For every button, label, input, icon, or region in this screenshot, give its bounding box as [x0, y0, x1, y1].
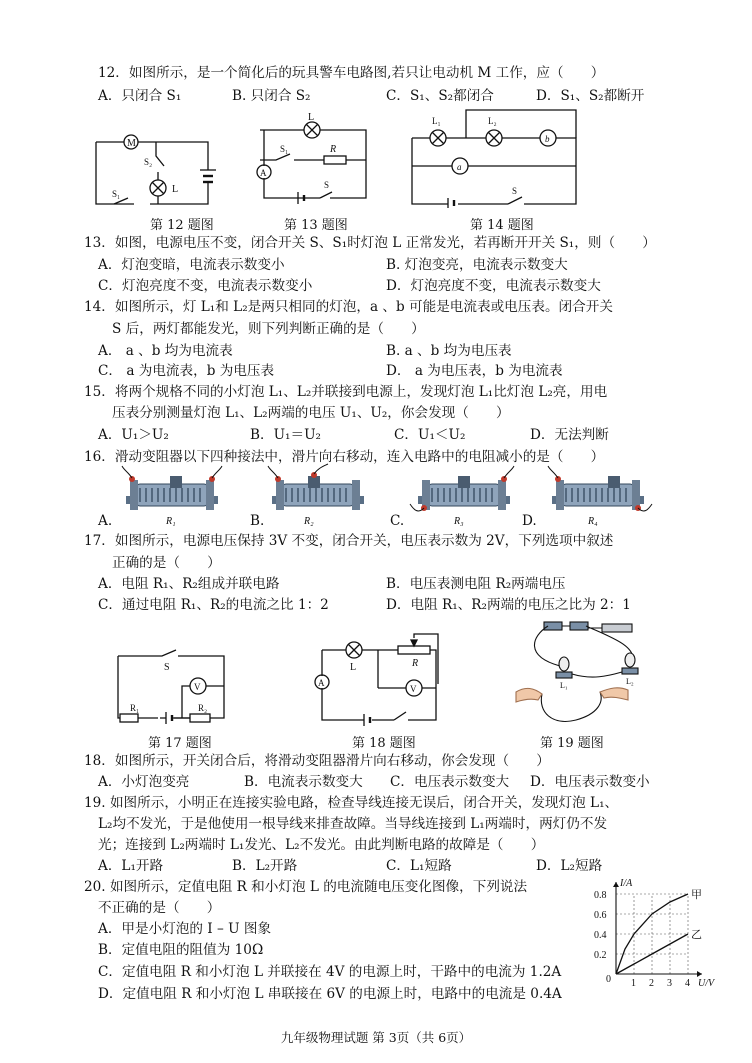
svg-text:L: L	[350, 662, 357, 673]
svg-text:A: A	[318, 678, 325, 688]
q13-stem: 13．如图，电源电压不变，闭合开关 S、S₁时灯泡 L 正常发光，若再断开开关 S₁，则（ ）	[84, 235, 656, 251]
rheostat-r2-image	[268, 470, 368, 528]
x-tick-label: 2	[649, 978, 654, 989]
figure-13-caption: 第 13 题图	[284, 218, 348, 233]
q14-stem-line2: S 后，两灯都能发光，则下列判断正确的是（ ）	[112, 321, 425, 337]
q18-option-d: D．电压表示数变小	[530, 774, 650, 790]
q13-option-c: C．灯泡亮度不变，电流表示数变小	[98, 278, 313, 294]
q19-option-c: C．L₁短路	[386, 858, 452, 874]
q19-option-d: D．L₂短路	[536, 858, 603, 874]
q20-option-d: D．定值电阻 R 和小灯泡 L 串联接在 6V 的电源上时，电路中的电流是 0.4A	[98, 986, 562, 1002]
figure-18-circuit	[314, 640, 444, 730]
q13-option-b: B. 灯泡变亮，电流表示数变大	[386, 257, 568, 273]
q17-option-a: A．电阻 R₁、R₂组成并联电路	[98, 576, 280, 592]
q17-option-b: B．电压表测电阻 R₂两端电压	[386, 576, 566, 592]
svg-text:S₁: S₁	[280, 144, 289, 154]
q20-stem-line1: 20. 如图所示，定值电阻 R 和小灯泡 L 的电流随电压变化图像，下列说法	[84, 879, 528, 895]
q14-option-c: C． a 为电流表，b 为电压表	[98, 363, 275, 379]
q12-option-d: D．S₁、S₂都断开	[536, 88, 645, 104]
q18-option-b: B．电流表示数变大	[244, 774, 363, 790]
rheostat-r3-image	[414, 470, 514, 528]
q12-option-a: A．只闭合 S₁	[98, 88, 182, 104]
q20-option-a: A．甲是小灯泡的 I – U 图象	[98, 921, 272, 937]
q19-option-b: B．L₂开路	[232, 858, 298, 874]
q12-option-c: C．S₁、S₂都闭合	[386, 88, 494, 104]
figure-13-circuit	[248, 110, 378, 210]
y-axis-label: I/A	[620, 878, 633, 889]
svg-text:S: S	[164, 662, 170, 673]
y-tick-label: 0.4	[594, 930, 607, 941]
rheostat-r3-label: R₃	[454, 516, 464, 527]
svg-text:M: M	[127, 138, 136, 149]
x-tick-label: 1	[631, 978, 636, 989]
figure-14-caption: 第 14 题图	[470, 218, 534, 233]
q17-stem-line1: 17．如图所示，电源电压保持 3V 不变，闭合开关，电压表示数为 2V，下列选项中叙述	[84, 533, 614, 549]
figure-17-circuit	[116, 652, 228, 724]
svg-text:R₂: R₂	[198, 703, 208, 713]
svg-text:R₁: R₁	[130, 703, 140, 713]
svg-text:V: V	[194, 682, 201, 692]
q17-stem-line2: 正确的是（ ）	[112, 555, 221, 571]
q20-option-c: C．定值电阻 R 和小灯泡 L 并联接在 4V 的电源上时，干路中的电流为 1.2A	[98, 964, 562, 980]
figure-18-caption: 第 18 题图	[352, 736, 416, 751]
q15-option-a: A．U₁＞U₂	[98, 427, 169, 443]
q19-option-a: A．L₁开路	[98, 858, 164, 874]
q12-option-b: B. 只闭合 S₂	[232, 88, 311, 104]
q12-stem: 12．如图所示，是一个简化后的玩具警车电路图,若只让电动机 M 工作，应（ ）	[98, 65, 605, 81]
q17-option-d: D．电阻 R₁、R₂两端的电压之比为 2：1	[386, 597, 631, 613]
y-axis-arrow	[613, 882, 619, 887]
q15-option-d: D．无法判断	[530, 427, 609, 443]
q16-option-d: D.	[522, 513, 537, 529]
q18-option-c: C．电压表示数变大	[390, 774, 510, 790]
figure-12-circuit	[92, 118, 222, 218]
svg-text:L: L	[172, 184, 179, 195]
q17-option-c: C．通过电阻 R₁、R₂的电流之比 1：2	[98, 597, 329, 613]
q19-stem-line3: 光；连接到 L₂两端时 L₁发光、L₂不发光。由此判断电路的故障是（ ）	[98, 837, 545, 853]
q18-option-a: A．小灯泡变亮	[98, 774, 190, 790]
origin-label: 0	[606, 974, 611, 985]
q16-option-a: A.	[98, 513, 113, 529]
rheostat-r4-image	[548, 470, 648, 528]
q19-stem-line2: L₂均不发光，于是他使用一根导线来排查故障。当导线连接到 L₁两端时，两灯仍不发	[98, 816, 608, 832]
svg-text:L₂: L₂	[626, 677, 634, 686]
series-label-yi: 乙	[691, 929, 702, 941]
svg-text:S: S	[512, 186, 518, 196]
q13-option-a: A．灯泡变暗，电流表示数变小	[98, 257, 285, 273]
q14-option-d: D． a 为电压表，b 为电流表	[386, 363, 563, 379]
q14-stem-line1: 14．如图所示，灯 L₁和 L₂是两只相同的灯泡，a 、b 可能是电流表或电压表。闭合开关	[84, 299, 613, 315]
q15-option-c: C．U₁＜U₂	[394, 427, 466, 443]
q14-option-b: B. a 、b 均为电压表	[386, 343, 512, 359]
svg-text:b: b	[545, 134, 550, 144]
svg-text:V: V	[410, 684, 417, 694]
figure-17-caption: 第 17 题图	[148, 736, 212, 751]
svg-text:L₂: L₂	[488, 116, 497, 126]
q20-stem-line2: 不正确的是（ ）	[98, 900, 221, 916]
q13-option-d: D．灯泡亮度不变，电流表示数变大	[386, 278, 601, 294]
q16-option-b: B.	[250, 513, 265, 529]
svg-text:L₁: L₁	[432, 116, 441, 126]
svg-text:L₁: L₁	[560, 681, 568, 690]
figure-19-apparatus	[512, 616, 652, 732]
q15-stem-line2: 压表分别测量灯泡 L₁、L₂两端的电压 U₁、U₂，你会发现（ ）	[112, 405, 510, 421]
q16-stem: 16．滑动变阻器以下四种接法中，滑片向右移动，连入电路中的电阻减小的是（ ）	[84, 449, 605, 465]
figure-12-caption: 第 12 题图	[150, 218, 214, 233]
q15-option-b: B．U₁＝U₂	[250, 427, 321, 443]
rheostat-r1-image	[122, 470, 222, 528]
rheostat-r1-label: R₁	[166, 516, 176, 527]
svg-text:S: S	[324, 180, 330, 190]
y-tick-label: 0.2	[594, 950, 607, 961]
q16-option-c: C.	[390, 513, 405, 529]
svg-text:R: R	[412, 658, 419, 669]
x-tick-label: 4	[685, 978, 690, 989]
x-axis-label: U/V	[698, 978, 715, 989]
q18-stem: 18．如图所示，开关闭合后，将滑动变阻器滑片向右移动，你会发现（ ）	[84, 753, 550, 769]
figure-19-caption: 第 19 题图	[540, 736, 604, 751]
q15-stem-line1: 15．将两个规格不同的小灯泡 L₁、L₂并联接到电源上，发现灯泡 L₁比灯泡 L₂亮，用电	[84, 384, 608, 400]
page-footer: 九年级物理试题 第 3页（共 6页）	[280, 1030, 472, 1045]
svg-text:A: A	[260, 168, 267, 178]
iu-chart	[588, 878, 716, 988]
x-tick-label: 3	[667, 978, 672, 989]
svg-text:R: R	[330, 144, 337, 155]
q20-option-b: B．定值电阻的阻值为 10Ω	[98, 942, 264, 958]
x-axis-arrow	[697, 971, 702, 977]
y-tick-label: 0.6	[594, 910, 607, 921]
y-tick-label: 0.8	[594, 890, 607, 901]
svg-text:a: a	[457, 162, 462, 172]
series-label-jia: 甲	[691, 889, 702, 901]
rheostat-r2-label: R₂	[304, 516, 314, 527]
q14-option-a: A． a 、b 均为电流表	[98, 343, 233, 359]
figure-14-circuit	[408, 108, 583, 208]
rheostat-r4-label: R₄	[588, 516, 598, 527]
q19-stem-line1: 19. 如图所示，小明正在连接实验电路，检查导线连接无误后，闭合开关，发现灯泡 L₁、	[84, 795, 619, 811]
svg-text:S₁: S₁	[112, 189, 121, 199]
svg-text:S₂: S₂	[144, 157, 153, 167]
svg-text:L: L	[308, 112, 315, 123]
